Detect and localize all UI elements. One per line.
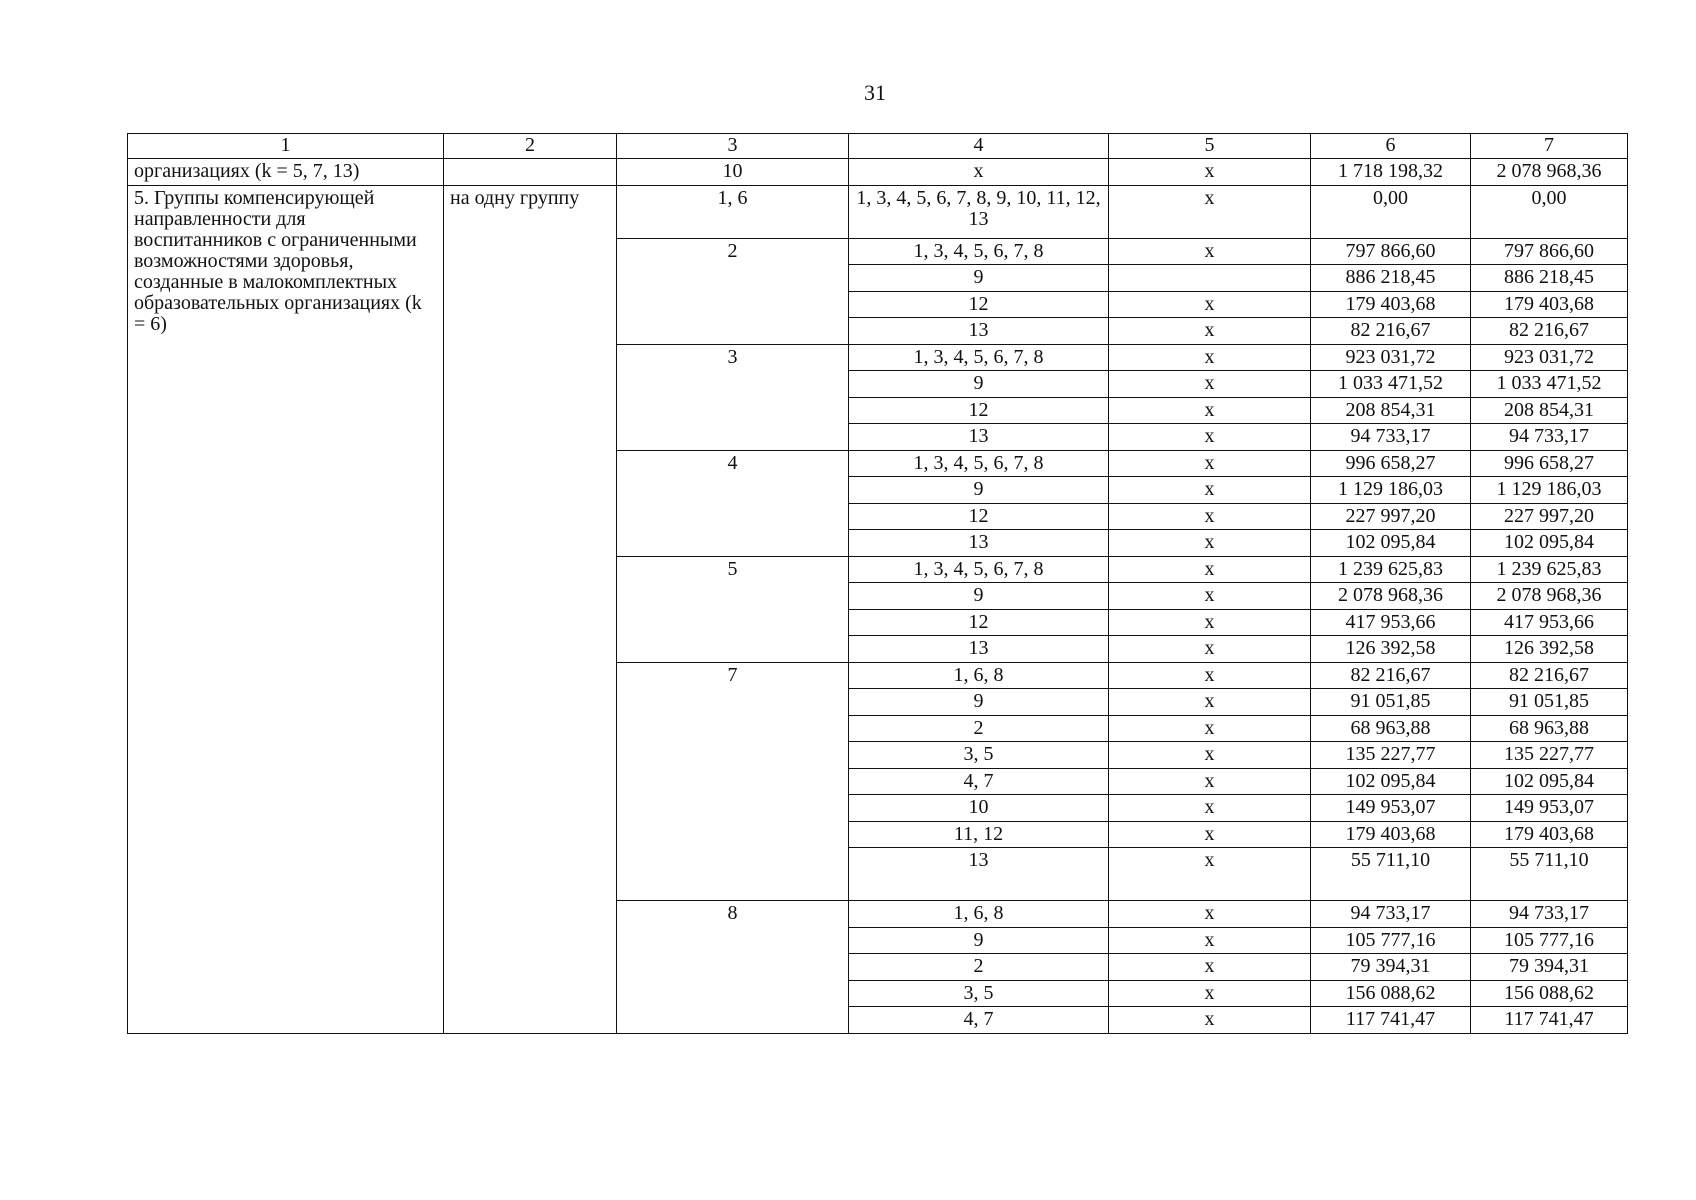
cell-category: организациях (k = 5, 7, 13) — [128, 159, 444, 186]
table-row — [128, 159, 1628, 186]
cell-col6: 156 088,62 — [1311, 980, 1471, 1007]
cell-col6: 117 741,47 — [1311, 1007, 1471, 1034]
cell-col6: 227 997,20 — [1311, 503, 1471, 530]
column-header: 3 — [617, 134, 849, 159]
cell-col4: 1, 3, 4, 5, 6, 7, 8 — [849, 238, 1109, 265]
cell-col5: x — [1109, 980, 1311, 1007]
cell-col6: 797 866,60 — [1311, 238, 1471, 265]
cell-col7: 797 866,60 — [1471, 238, 1628, 265]
cell-col5: x — [1109, 530, 1311, 557]
cell-col5: x — [1109, 768, 1311, 795]
cell-col6: 2 078 968,36 — [1311, 583, 1471, 610]
column-header: 1 — [128, 134, 444, 159]
cell-col7: 117 741,47 — [1471, 1007, 1628, 1034]
cell-col6: 149 953,07 — [1311, 795, 1471, 822]
cell-col6: 208 854,31 — [1311, 397, 1471, 424]
column-header: 7 — [1471, 134, 1628, 159]
cell-col7: 55 711,10 — [1471, 848, 1628, 901]
cell-col4: 12 — [849, 609, 1109, 636]
cell-col6: 417 953,66 — [1311, 609, 1471, 636]
cell-col6: 1 033 471,52 — [1311, 371, 1471, 398]
cell-col6: 996 658,27 — [1311, 450, 1471, 477]
cell-col6: 79 394,31 — [1311, 954, 1471, 981]
cell-col7: 82 216,67 — [1471, 318, 1628, 345]
cell-col4: 9 — [849, 583, 1109, 610]
cell-col7: 2 078 968,36 — [1471, 159, 1628, 186]
cell-col4: 1, 3, 4, 5, 6, 7, 8 — [849, 556, 1109, 583]
cell-col4: 1, 3, 4, 5, 6, 7, 8 — [849, 450, 1109, 477]
cell-col6: 102 095,84 — [1311, 768, 1471, 795]
cell-col3: 7 — [617, 662, 849, 901]
cell-col6: 1 239 625,83 — [1311, 556, 1471, 583]
cell-col6: 135 227,77 — [1311, 742, 1471, 769]
cell-unit — [444, 159, 617, 186]
cell-col4: 9 — [849, 265, 1109, 292]
cell-col5: x — [1109, 318, 1311, 345]
cell-col4: 12 — [849, 397, 1109, 424]
cell-col5: x — [1109, 1007, 1311, 1034]
cell-col5: x — [1109, 901, 1311, 928]
cell-col6: 94 733,17 — [1311, 424, 1471, 451]
cell-col7: 94 733,17 — [1471, 424, 1628, 451]
cell-col6: 68 963,88 — [1311, 715, 1471, 742]
page-number: 31 — [864, 80, 886, 105]
cell-col5: x — [1109, 583, 1311, 610]
cell-col7: 923 031,72 — [1471, 344, 1628, 371]
header-row — [128, 134, 1628, 159]
cell-col4: 10 — [849, 795, 1109, 822]
tariff-table — [127, 133, 1628, 1034]
cell-col3: 1, 6 — [617, 185, 849, 238]
cell-col6: 82 216,67 — [1311, 318, 1471, 345]
cell-col7: 179 403,68 — [1471, 291, 1628, 318]
cell-col5: x — [1109, 609, 1311, 636]
cell-col4: 13 — [849, 848, 1109, 901]
cell-col7: 102 095,84 — [1471, 768, 1628, 795]
cell-col4: 9 — [849, 477, 1109, 504]
cell-col5: x — [1109, 477, 1311, 504]
cell-col6: 55 711,10 — [1311, 848, 1471, 901]
cell-col3: 10 — [617, 159, 849, 186]
cell-col6: 179 403,68 — [1311, 291, 1471, 318]
cell-col7: 996 658,27 — [1471, 450, 1628, 477]
cell-col5: x — [1109, 424, 1311, 451]
cell-col7: 79 394,31 — [1471, 954, 1628, 981]
cell-col7: 82 216,67 — [1471, 662, 1628, 689]
cell-col4: 13 — [849, 318, 1109, 345]
cell-col5: x — [1109, 556, 1311, 583]
table-row — [128, 185, 1628, 238]
cell-col5: x — [1109, 503, 1311, 530]
cell-col4: 12 — [849, 291, 1109, 318]
cell-col4: 13 — [849, 636, 1109, 663]
column-header: 5 — [1109, 134, 1311, 159]
cell-col3: 5 — [617, 556, 849, 662]
cell-col6: 82 216,67 — [1311, 662, 1471, 689]
cell-col4: 3, 5 — [849, 980, 1109, 1007]
cell-col5: x — [1109, 795, 1311, 822]
cell-col7: 0,00 — [1471, 185, 1628, 238]
cell-col6: 91 051,85 — [1311, 689, 1471, 716]
cell-col4: 2 — [849, 954, 1109, 981]
cell-col5: x — [1109, 397, 1311, 424]
cell-col6: 102 095,84 — [1311, 530, 1471, 557]
cell-col7: 208 854,31 — [1471, 397, 1628, 424]
cell-col7: 149 953,07 — [1471, 795, 1628, 822]
cell-col6: 179 403,68 — [1311, 821, 1471, 848]
cell-col7: 126 392,58 — [1471, 636, 1628, 663]
cell-col5: x — [1109, 291, 1311, 318]
cell-col5: x — [1109, 344, 1311, 371]
cell-col5: x — [1109, 715, 1311, 742]
cell-col6: 1 718 198,32 — [1311, 159, 1471, 186]
cell-col5: x — [1109, 662, 1311, 689]
cell-col4: 9 — [849, 371, 1109, 398]
cell-col5: x — [1109, 159, 1311, 186]
cell-col7: 886 218,45 — [1471, 265, 1628, 292]
cell-col5: x — [1109, 238, 1311, 265]
cell-col4: 4, 7 — [849, 768, 1109, 795]
cell-col4: 2 — [849, 715, 1109, 742]
cell-col6: 1 129 186,03 — [1311, 477, 1471, 504]
cell-col6: 0,00 — [1311, 185, 1471, 238]
cell-col5: x — [1109, 821, 1311, 848]
cell-col7: 179 403,68 — [1471, 821, 1628, 848]
cell-col5: x — [1109, 689, 1311, 716]
cell-col5: x — [1109, 927, 1311, 954]
cell-col3: 3 — [617, 344, 849, 450]
cell-col7: 94 733,17 — [1471, 901, 1628, 928]
column-header: 2 — [444, 134, 617, 159]
cell-col7: 105 777,16 — [1471, 927, 1628, 954]
cell-col7: 1 129 186,03 — [1471, 477, 1628, 504]
cell-col6: 923 031,72 — [1311, 344, 1471, 371]
cell-col4: 1, 3, 4, 5, 6, 7, 8 — [849, 344, 1109, 371]
cell-col4: 3, 5 — [849, 742, 1109, 769]
cell-col4: 4, 7 — [849, 1007, 1109, 1034]
cell-col5: x — [1109, 742, 1311, 769]
cell-col7: 135 227,77 — [1471, 742, 1628, 769]
cell-col6: 105 777,16 — [1311, 927, 1471, 954]
cell-col6: 126 392,58 — [1311, 636, 1471, 663]
cell-col7: 68 963,88 — [1471, 715, 1628, 742]
cell-col4: 1, 3, 4, 5, 6, 7, 8, 9, 10, 11, 12, 13 — [849, 185, 1109, 238]
cell-col4: 9 — [849, 927, 1109, 954]
cell-col3: 8 — [617, 901, 849, 1034]
cell-col4: x — [849, 159, 1109, 186]
cell-col3: 2 — [617, 238, 849, 344]
cell-col4: 12 — [849, 503, 1109, 530]
cell-col7: 417 953,66 — [1471, 609, 1628, 636]
cell-col5: x — [1109, 185, 1311, 238]
cell-col4: 1, 6, 8 — [849, 901, 1109, 928]
cell-col5: x — [1109, 954, 1311, 981]
cell-col5: x — [1109, 450, 1311, 477]
cell-col5: x — [1109, 371, 1311, 398]
cell-col7: 227 997,20 — [1471, 503, 1628, 530]
cell-col7: 2 078 968,36 — [1471, 583, 1628, 610]
cell-col6: 886 218,45 — [1311, 265, 1471, 292]
cell-col4: 13 — [849, 530, 1109, 557]
column-header: 4 — [849, 134, 1109, 159]
cell-unit: на одну группу — [444, 185, 617, 1033]
cell-col7: 102 095,84 — [1471, 530, 1628, 557]
column-header: 6 — [1311, 134, 1471, 159]
cell-category: 5. Группы компенсирующей направленности для воспитанников с ограниченными возможностями здоровья, созданные в малокомплектных образовательных организациях (k = 6) — [128, 185, 444, 1033]
cell-col5: x — [1109, 636, 1311, 663]
cell-col5 — [1109, 265, 1311, 292]
cell-col6: 94 733,17 — [1311, 901, 1471, 928]
cell-col7: 156 088,62 — [1471, 980, 1628, 1007]
cell-col7: 1 239 625,83 — [1471, 556, 1628, 583]
cell-col4: 1, 6, 8 — [849, 662, 1109, 689]
cell-col4: 9 — [849, 689, 1109, 716]
cell-col3: 4 — [617, 450, 849, 556]
cell-col5: x — [1109, 848, 1311, 901]
cell-col4: 13 — [849, 424, 1109, 451]
cell-col7: 91 051,85 — [1471, 689, 1628, 716]
cell-col7: 1 033 471,52 — [1471, 371, 1628, 398]
cell-col4: 11, 12 — [849, 821, 1109, 848]
